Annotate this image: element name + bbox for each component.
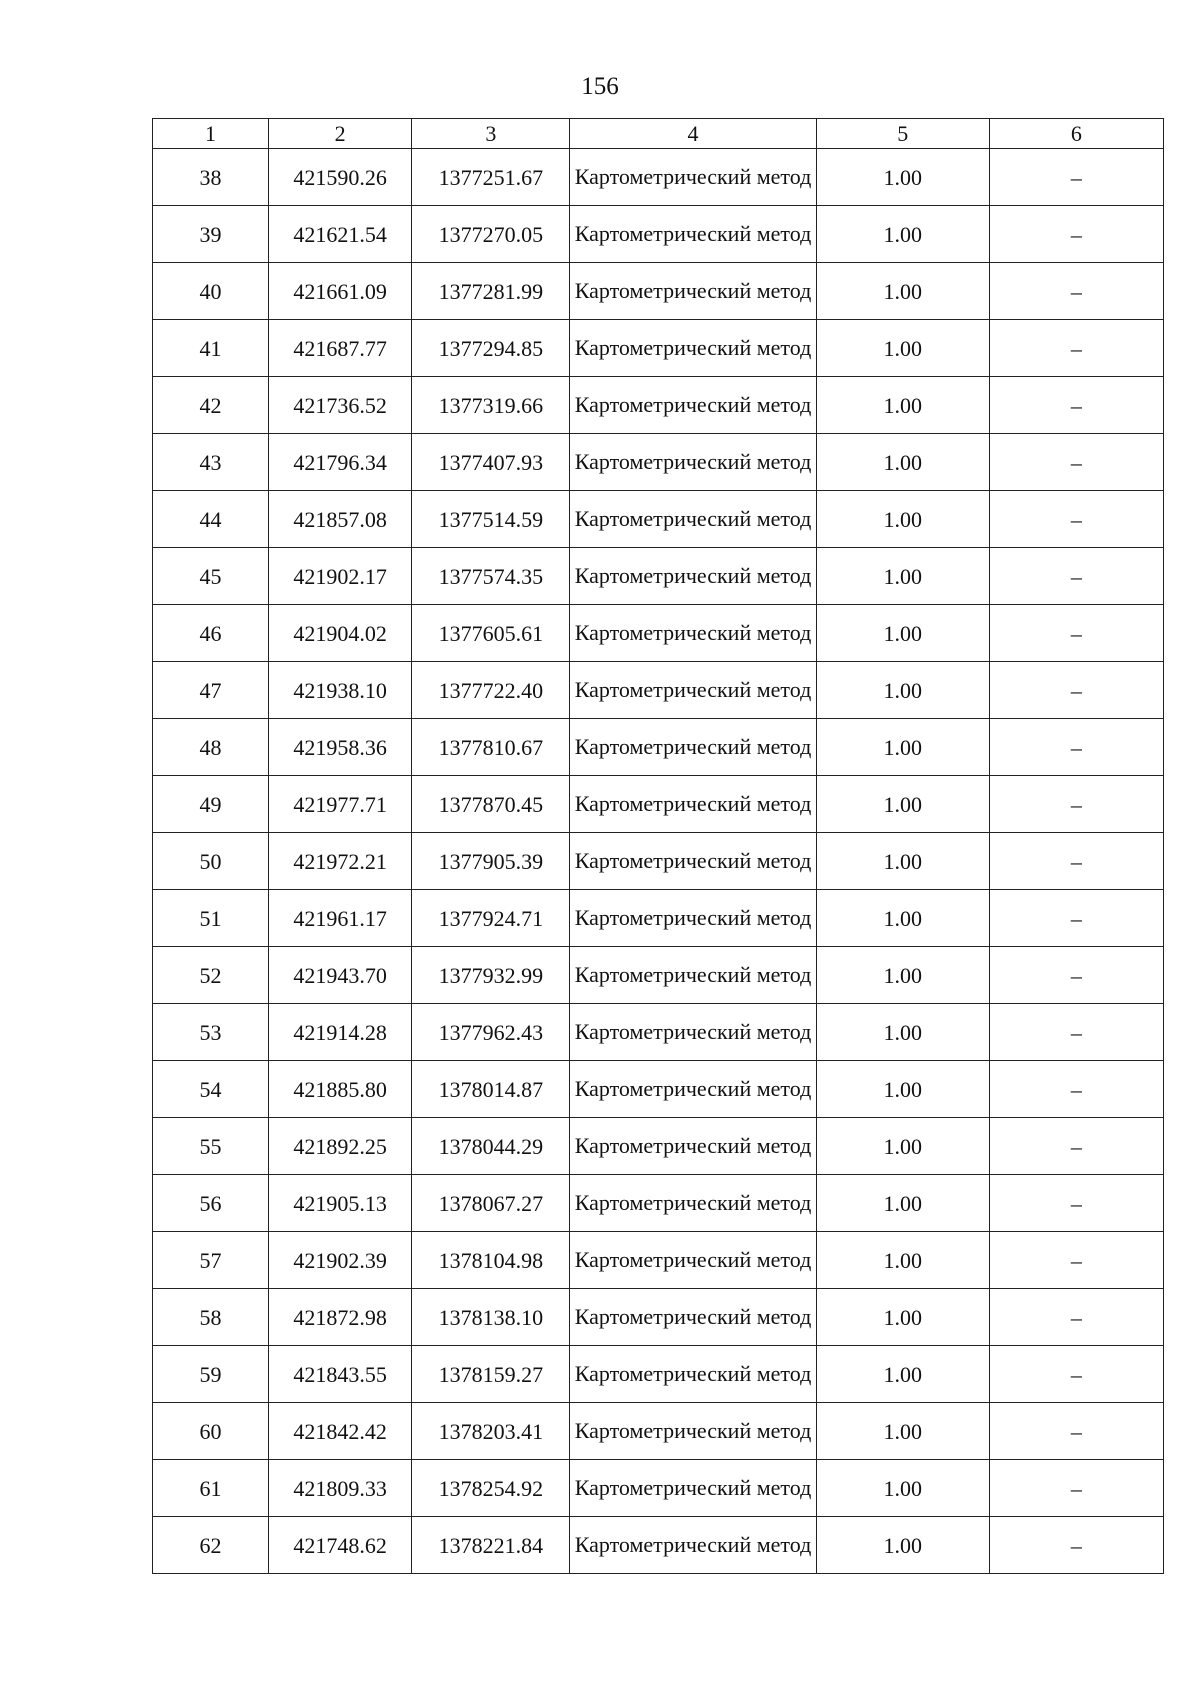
cell-y-coordinate: 1378104.98	[412, 1232, 570, 1289]
cell-x-coordinate: 421961.17	[269, 890, 412, 947]
cell-y-coordinate: 1377962.43	[412, 1004, 570, 1061]
cell-method: Картометрический метод	[570, 377, 816, 434]
cell-point-number: 61	[153, 1460, 269, 1517]
cell-point-number: 48	[153, 719, 269, 776]
cell-point-number: 49	[153, 776, 269, 833]
table-row	[153, 776, 1164, 833]
cell-y-coordinate: 1378221.84	[412, 1517, 570, 1574]
cell-method: Картометрический метод	[570, 149, 816, 206]
cell-y-coordinate: 1377605.61	[412, 605, 570, 662]
cell-accuracy: 1.00	[816, 206, 989, 263]
cell-x-coordinate: 421748.62	[269, 1517, 412, 1574]
cell-note: –	[989, 833, 1163, 890]
cell-x-coordinate: 421842.42	[269, 1403, 412, 1460]
cell-accuracy: 1.00	[816, 434, 989, 491]
coordinates-table	[152, 118, 1164, 1574]
table-row	[153, 947, 1164, 1004]
table-row	[153, 1175, 1164, 1232]
cell-accuracy: 1.00	[816, 1346, 989, 1403]
cell-x-coordinate: 421796.34	[269, 434, 412, 491]
cell-point-number: 51	[153, 890, 269, 947]
cell-note: –	[989, 719, 1163, 776]
cell-accuracy: 1.00	[816, 890, 989, 947]
cell-accuracy: 1.00	[816, 1061, 989, 1118]
cell-y-coordinate: 1377905.39	[412, 833, 570, 890]
cell-accuracy: 1.00	[816, 1460, 989, 1517]
table-row	[153, 605, 1164, 662]
cell-note: –	[989, 1232, 1163, 1289]
cell-x-coordinate: 421904.02	[269, 605, 412, 662]
cell-point-number: 39	[153, 206, 269, 263]
table-row	[153, 377, 1164, 434]
cell-note: –	[989, 947, 1163, 1004]
table-row	[153, 890, 1164, 947]
cell-x-coordinate: 421977.71	[269, 776, 412, 833]
cell-accuracy: 1.00	[816, 1517, 989, 1574]
table-row	[153, 548, 1164, 605]
cell-y-coordinate: 1378254.92	[412, 1460, 570, 1517]
cell-note: –	[989, 263, 1163, 320]
cell-x-coordinate: 421914.28	[269, 1004, 412, 1061]
cell-method: Картометрический метод	[570, 1004, 816, 1061]
cell-x-coordinate: 421687.77	[269, 320, 412, 377]
cell-note: –	[989, 320, 1163, 377]
cell-method: Картометрический метод	[570, 1061, 816, 1118]
cell-accuracy: 1.00	[816, 1403, 989, 1460]
cell-point-number: 41	[153, 320, 269, 377]
cell-point-number: 58	[153, 1289, 269, 1346]
cell-x-coordinate: 421972.21	[269, 833, 412, 890]
header-col-1: 1	[153, 119, 269, 149]
cell-method: Картометрический метод	[570, 263, 816, 320]
cell-x-coordinate: 421661.09	[269, 263, 412, 320]
cell-y-coordinate: 1378203.41	[412, 1403, 570, 1460]
cell-method: Картометрический метод	[570, 890, 816, 947]
cell-method: Картометрический метод	[570, 1232, 816, 1289]
cell-y-coordinate: 1377514.59	[412, 491, 570, 548]
cell-point-number: 62	[153, 1517, 269, 1574]
cell-note: –	[989, 1175, 1163, 1232]
cell-accuracy: 1.00	[816, 1289, 989, 1346]
cell-method: Картометрический метод	[570, 206, 816, 263]
cell-method: Картометрический метод	[570, 833, 816, 890]
cell-note: –	[989, 1118, 1163, 1175]
cell-note: –	[989, 206, 1163, 263]
table-header	[153, 119, 1164, 149]
table-row	[153, 1289, 1164, 1346]
cell-y-coordinate: 1378014.87	[412, 1061, 570, 1118]
cell-method: Картометрический метод	[570, 1118, 816, 1175]
table-row	[153, 833, 1164, 890]
cell-point-number: 42	[153, 377, 269, 434]
cell-y-coordinate: 1377294.85	[412, 320, 570, 377]
cell-method: Картометрический метод	[570, 1175, 816, 1232]
cell-accuracy: 1.00	[816, 662, 989, 719]
table-row	[153, 1118, 1164, 1175]
header-col-2: 2	[269, 119, 412, 149]
table-row	[153, 1517, 1164, 1574]
cell-method: Картометрический метод	[570, 947, 816, 1004]
table-row	[153, 1004, 1164, 1061]
table-row	[153, 1061, 1164, 1118]
cell-method: Картометрический метод	[570, 1460, 816, 1517]
cell-note: –	[989, 1346, 1163, 1403]
cell-accuracy: 1.00	[816, 776, 989, 833]
cell-point-number: 55	[153, 1118, 269, 1175]
cell-method: Картометрический метод	[570, 605, 816, 662]
header-row	[153, 119, 1164, 149]
header-col-6: 6	[989, 119, 1163, 149]
cell-accuracy: 1.00	[816, 833, 989, 890]
table-row	[153, 434, 1164, 491]
table-row	[153, 1460, 1164, 1517]
table-row	[153, 719, 1164, 776]
cell-y-coordinate: 1378159.27	[412, 1346, 570, 1403]
cell-x-coordinate: 421872.98	[269, 1289, 412, 1346]
cell-accuracy: 1.00	[816, 263, 989, 320]
table-row	[153, 206, 1164, 263]
cell-y-coordinate: 1377932.99	[412, 947, 570, 1004]
cell-point-number: 44	[153, 491, 269, 548]
cell-point-number: 52	[153, 947, 269, 1004]
cell-y-coordinate: 1377574.35	[412, 548, 570, 605]
cell-x-coordinate: 421621.54	[269, 206, 412, 263]
cell-note: –	[989, 149, 1163, 206]
cell-note: –	[989, 377, 1163, 434]
cell-method: Картометрический метод	[570, 1517, 816, 1574]
cell-x-coordinate: 421905.13	[269, 1175, 412, 1232]
cell-x-coordinate: 421809.33	[269, 1460, 412, 1517]
cell-y-coordinate: 1378044.29	[412, 1118, 570, 1175]
table-row	[153, 320, 1164, 377]
table-row	[153, 149, 1164, 206]
cell-method: Картометрический метод	[570, 491, 816, 548]
cell-note: –	[989, 491, 1163, 548]
cell-point-number: 60	[153, 1403, 269, 1460]
header-col-4: 4	[570, 119, 816, 149]
cell-y-coordinate: 1377924.71	[412, 890, 570, 947]
cell-accuracy: 1.00	[816, 491, 989, 548]
cell-method: Картометрический метод	[570, 1403, 816, 1460]
table-row	[153, 662, 1164, 719]
cell-x-coordinate: 421902.17	[269, 548, 412, 605]
cell-note: –	[989, 434, 1163, 491]
cell-point-number: 46	[153, 605, 269, 662]
cell-point-number: 47	[153, 662, 269, 719]
cell-note: –	[989, 890, 1163, 947]
cell-accuracy: 1.00	[816, 605, 989, 662]
cell-note: –	[989, 1004, 1163, 1061]
cell-method: Картометрический метод	[570, 662, 816, 719]
table-body	[153, 149, 1164, 1574]
cell-accuracy: 1.00	[816, 548, 989, 605]
cell-point-number: 43	[153, 434, 269, 491]
cell-note: –	[989, 662, 1163, 719]
cell-method: Картометрический метод	[570, 548, 816, 605]
cell-point-number: 50	[153, 833, 269, 890]
cell-method: Картометрический метод	[570, 719, 816, 776]
cell-method: Картометрический метод	[570, 1289, 816, 1346]
cell-y-coordinate: 1378067.27	[412, 1175, 570, 1232]
cell-x-coordinate: 421857.08	[269, 491, 412, 548]
cell-y-coordinate: 1378138.10	[412, 1289, 570, 1346]
cell-note: –	[989, 776, 1163, 833]
cell-y-coordinate: 1377270.05	[412, 206, 570, 263]
cell-point-number: 56	[153, 1175, 269, 1232]
header-col-5: 5	[816, 119, 989, 149]
cell-x-coordinate: 421892.25	[269, 1118, 412, 1175]
cell-note: –	[989, 1403, 1163, 1460]
cell-y-coordinate: 1377319.66	[412, 377, 570, 434]
cell-y-coordinate: 1377251.67	[412, 149, 570, 206]
cell-y-coordinate: 1377870.45	[412, 776, 570, 833]
cell-accuracy: 1.00	[816, 1175, 989, 1232]
table-row	[153, 263, 1164, 320]
cell-accuracy: 1.00	[816, 947, 989, 1004]
cell-method: Картометрический метод	[570, 434, 816, 491]
cell-point-number: 59	[153, 1346, 269, 1403]
cell-accuracy: 1.00	[816, 1004, 989, 1061]
cell-method: Картометрический метод	[570, 1346, 816, 1403]
table-row	[153, 1232, 1164, 1289]
cell-note: –	[989, 605, 1163, 662]
cell-y-coordinate: 1377281.99	[412, 263, 570, 320]
cell-note: –	[989, 548, 1163, 605]
cell-x-coordinate: 421843.55	[269, 1346, 412, 1403]
cell-method: Картометрический метод	[570, 320, 816, 377]
cell-x-coordinate: 421885.80	[269, 1061, 412, 1118]
table-row	[153, 1346, 1164, 1403]
table-row	[153, 1403, 1164, 1460]
cell-note: –	[989, 1460, 1163, 1517]
cell-x-coordinate: 421736.52	[269, 377, 412, 434]
cell-point-number: 38	[153, 149, 269, 206]
cell-accuracy: 1.00	[816, 719, 989, 776]
header-col-3: 3	[412, 119, 570, 149]
table-row	[153, 491, 1164, 548]
cell-x-coordinate: 421958.36	[269, 719, 412, 776]
cell-point-number: 53	[153, 1004, 269, 1061]
cell-y-coordinate: 1377407.93	[412, 434, 570, 491]
cell-x-coordinate: 421902.39	[269, 1232, 412, 1289]
cell-accuracy: 1.00	[816, 377, 989, 434]
cell-x-coordinate: 421943.70	[269, 947, 412, 1004]
cell-method: Картометрический метод	[570, 776, 816, 833]
cell-accuracy: 1.00	[816, 149, 989, 206]
cell-note: –	[989, 1517, 1163, 1574]
cell-note: –	[989, 1061, 1163, 1118]
cell-y-coordinate: 1377722.40	[412, 662, 570, 719]
cell-point-number: 40	[153, 263, 269, 320]
page-number: 156	[581, 73, 619, 100]
cell-accuracy: 1.00	[816, 1232, 989, 1289]
cell-x-coordinate: 421590.26	[269, 149, 412, 206]
cell-x-coordinate: 421938.10	[269, 662, 412, 719]
cell-point-number: 45	[153, 548, 269, 605]
cell-accuracy: 1.00	[816, 320, 989, 377]
cell-y-coordinate: 1377810.67	[412, 719, 570, 776]
cell-accuracy: 1.00	[816, 1118, 989, 1175]
cell-point-number: 54	[153, 1061, 269, 1118]
cell-note: –	[989, 1289, 1163, 1346]
cell-point-number: 57	[153, 1232, 269, 1289]
